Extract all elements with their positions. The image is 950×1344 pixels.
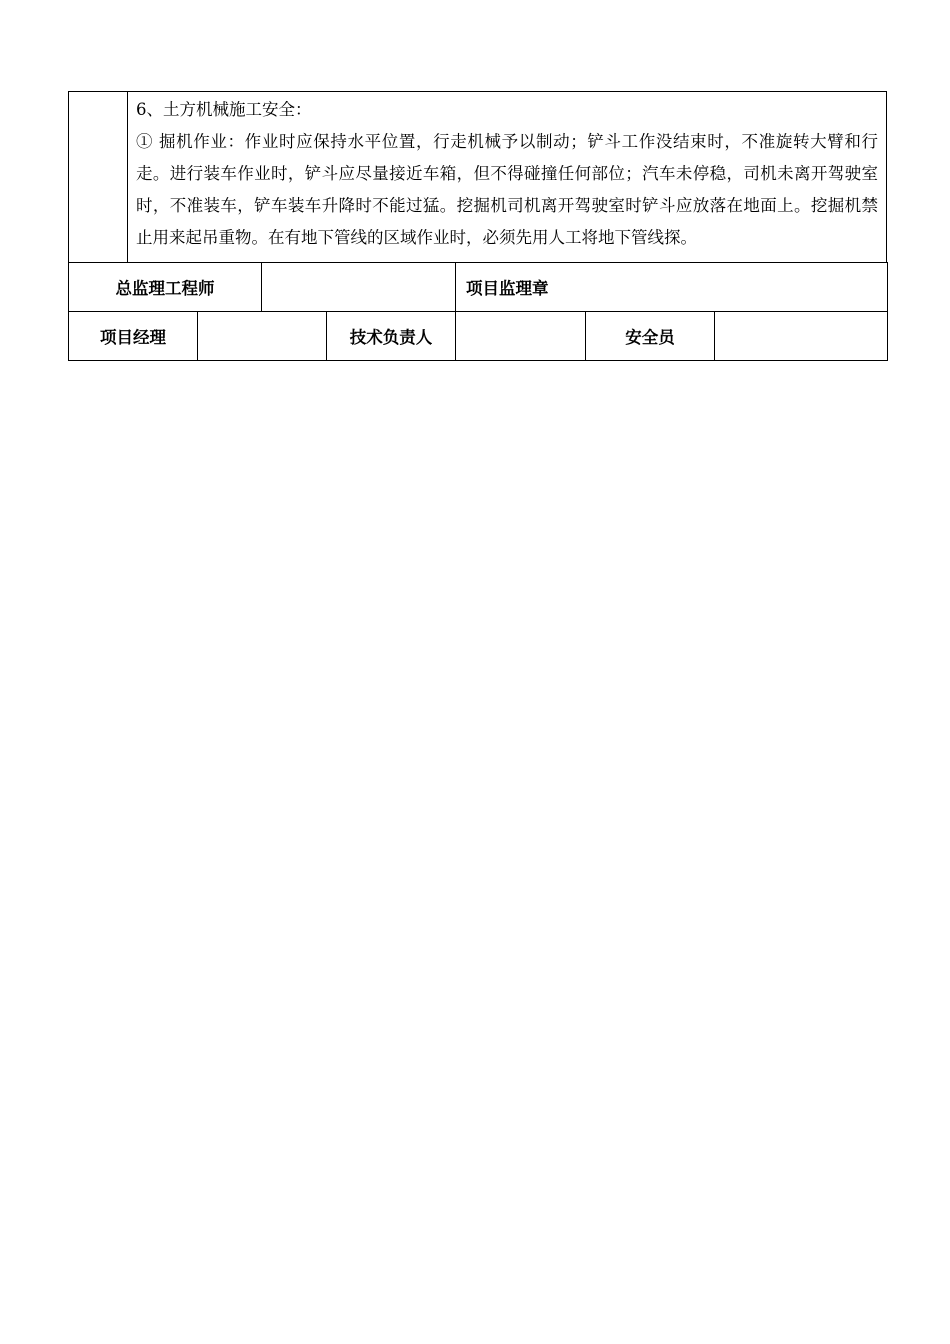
content-text-cell	[128, 92, 887, 263]
supervisor-row-table	[68, 262, 888, 312]
document-sheet	[68, 91, 887, 361]
staff-row-table	[68, 311, 888, 361]
tech-lead-value[interactable]	[456, 312, 586, 361]
staff-row	[69, 312, 888, 361]
chief-supervisor-label: 总监理工程师	[69, 263, 262, 312]
section-heading: 6、土方机械施工安全：	[136, 100, 312, 119]
content-table	[68, 91, 887, 263]
category-cell	[69, 92, 128, 263]
chief-supervisor-value[interactable]	[262, 263, 456, 312]
safety-officer-label: 安全员	[586, 312, 715, 361]
supervisor-row	[69, 263, 888, 312]
project-seal-label: 项目监理章	[456, 263, 888, 312]
safety-officer-value[interactable]	[715, 312, 888, 361]
content-row	[69, 92, 887, 263]
tech-lead-label: 技术负责人	[327, 312, 456, 361]
project-manager-value[interactable]	[198, 312, 327, 361]
section-paragraph: ① 掘机作业：作业时应保持水平位置，行走机械予以制动；铲斗工作没结束时，不准旋转大臂和行走。进行装车作业时，铲斗应尽量接近车箱，但不得碰撞任何部位；汽车未停稳，司机未离开驾驶室时，不准装车，铲车装车升降时不能过猛。挖掘机司机离开驾驶室时铲斗应放落在地面上。挖掘机禁止用来起吊重物。在有地下管线的区域作业时，必须先用人工将地下管线探。	[136, 132, 878, 247]
project-manager-label: 项目经理	[69, 312, 198, 361]
